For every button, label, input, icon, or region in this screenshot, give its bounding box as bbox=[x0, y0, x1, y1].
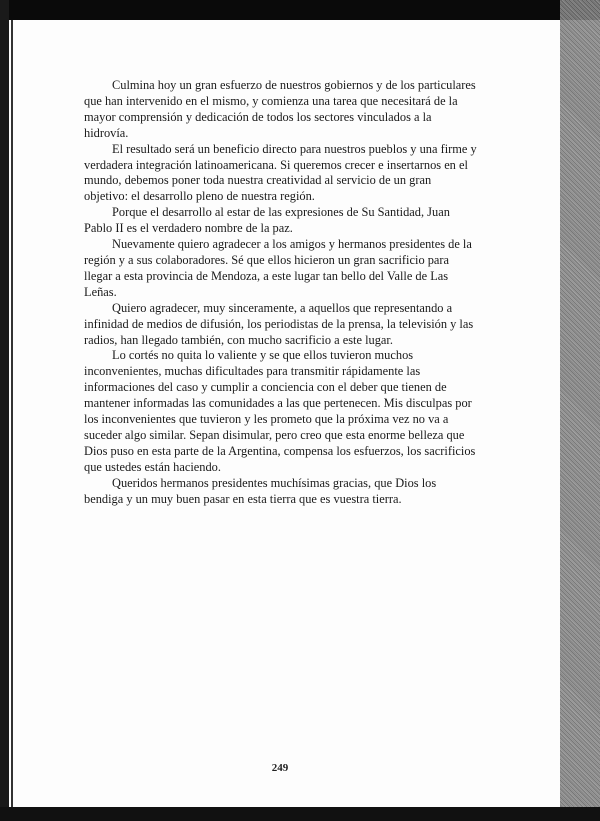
paragraph-3: Porque el desarrollo al estar de las expresiones de Su Santidad, Juan Pablo II es el verdadero nombre de la paz. bbox=[84, 205, 450, 236]
body-text bbox=[84, 78, 478, 507]
scan-right-shadow bbox=[560, 0, 600, 821]
paragraph-1: Culmina hoy un gran esfuerzo de nuestros gobiernos y de los particulares que han intervenido en el mismo, y comienza una tarea que necesitará de la mayor comprensión y dedicación de todos los sectores vinculados a la hidrovía. bbox=[84, 78, 476, 140]
scan-left-line bbox=[11, 20, 13, 810]
scan-top-border bbox=[0, 0, 600, 20]
paragraph-6: Lo cortés no quita lo valiente y se que ellos tuvieron muchos inconvenientes, muchas dificultades para transmitir rápidamente las informaciones del caso y cumplir a conciencia con el deber que tienen de mantener informadas las comunidades a las que pertenecen. Mis disculpas por los inconvenientes que tuvieron y les prometo que la próxima vez no va a suceder algo similar. Sepan disimular, pero creo que esta enorme belleza que Dios puso en esta parte de la Argentina, compensa los esfuerzos, los sacrificios que ustedes están haciendo. bbox=[84, 348, 476, 474]
scan-bottom-border bbox=[0, 807, 600, 821]
scan-left-border bbox=[0, 0, 9, 821]
paragraph-5: Quiero agradecer, muy sinceramente, a aquellos que representando a infinidad de medios de difusión, los periodistas de la prensa, la televisión y las radios, han llegado también, con mucho sacrificio a este lugar. bbox=[84, 300, 474, 347]
paragraph-4: Nuevamente quiero agradecer a los amigos y hermanos presidentes de la región y a sus colaboradores. Sé que ellos hicieron un gran sacrificio para llegar a esta provincia de Mendoza, a este lugar tan bello del Valle de Las Leñas. bbox=[84, 237, 472, 299]
page-number: 249 bbox=[271, 762, 289, 774]
paragraph-2: El resultado será un beneficio directo para nuestros pueblos y una firme y verdadera integración latinoamericana. Si queremos crecer e insertarnos en el mundo, debemos poner toda nuestra creatividad al servicio de un gran objetivo: el desarrollo pleno de nuestra región. bbox=[84, 141, 477, 204]
paragraph-7: Queridos hermanos presidentes muchísimas gracias, que Dios los bendiga y un muy buen pasar en esta tierra que es vuestra tierra. bbox=[84, 475, 437, 506]
